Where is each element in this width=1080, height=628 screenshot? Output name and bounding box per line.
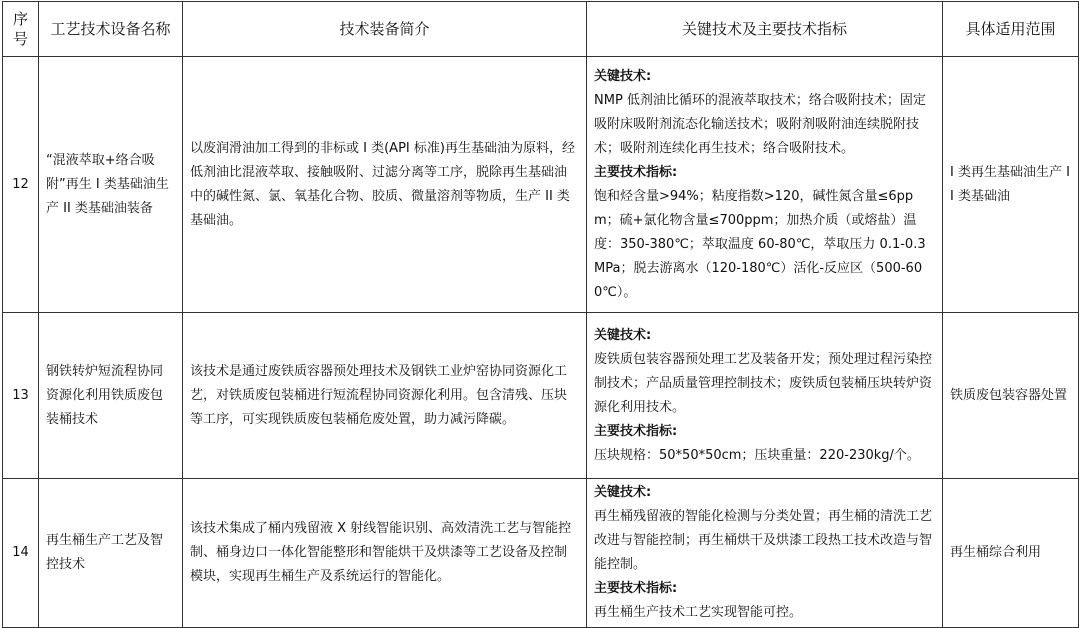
tech-intro: 该技术是通过废铁质容器预处理技术及钢铁工业炉窑协同资源化工艺，对铁质废包装桶进行短流程协同资源化利用。包含清残、压块等工序，可实现铁质废包装桶危废处置，助力减污降碳。 xyxy=(183,313,587,479)
indicator-text: 压块规格：50*50*50cm；压块重量：220-230kg/个。 xyxy=(594,447,920,463)
header-no: 序号 xyxy=(3,2,39,57)
key-tech-text: NMP 低剂油比循环的混液萃取技术；络合吸附技术；固定吸附床吸附剂流态化输送技术；吸附剂吸附油连续脱附技术；吸附剂连续化再生技术；络合吸附技术。 xyxy=(594,92,926,156)
key-tech-label: 关键技术: xyxy=(594,68,652,84)
indicator-label: 主要技术指标: xyxy=(594,423,678,439)
key-tech-label: 关键技术: xyxy=(594,485,652,500)
tech-name: 钢铁转炉短流程协同资源化利用铁质废包装桶技术 xyxy=(39,313,183,479)
row-number: 13 xyxy=(3,313,39,479)
table-row xyxy=(3,313,1079,479)
row-number: 14 xyxy=(3,479,39,628)
tech-name: “混液萃取+络合吸附”再生 I 类基础油生产 II 类基础油装备 xyxy=(39,57,183,313)
scope-cell: 再生桶综合利用 xyxy=(943,479,1079,628)
tech-intro: 该技术集成了桶内残留液 X 射线智能识别、高效清洗工艺与智能控制、桶身边口一体化智能整形和智能烘干及烘漆等工艺设备及控制模块，实现再生桶生产及系统运行的智能化。 xyxy=(183,479,587,628)
indicator-text: 饱和烃含量>94%；粘度指数>120，碱性氮含量≤6ppm；硫+氯化物含量≤700ppm；加热介质（或熔盐）温度：350-380℃；萃取温度 60-80℃，萃取压力 0.1-0.3MPa；脱去游离水（120-180℃）活化-反应区（500-600℃）。 xyxy=(594,188,926,300)
header-intro: 技术装备简介 xyxy=(183,2,587,57)
indicator-text: 再生桶生产技术工艺实现智能可控。 xyxy=(594,605,803,620)
key-tech-text: 再生桶残留液的智能化检测与分类处置；再生桶的清洗工艺改进与智能控制；再生桶烘干及烘漆工段热工技术改造与智能控制。 xyxy=(594,509,933,572)
key-tech-text: 废铁质包装容器预处理工艺及装备开发；预处理过程污染控制技术；产品质量管理控制技术；废铁质包装桶压块转炉资源化利用技术。 xyxy=(594,351,933,415)
key-tech-cell xyxy=(587,57,943,313)
indicator-label: 主要技术指标: xyxy=(594,164,678,180)
table-row xyxy=(3,479,1079,628)
key-tech-cell xyxy=(587,479,943,628)
header-name: 工艺技术设备名称 xyxy=(39,2,183,57)
key-tech-label: 关键技术: xyxy=(594,327,652,343)
technology-table xyxy=(2,1,1079,628)
scope-cell: 铁质废包装容器处置 xyxy=(943,313,1079,479)
tech-name: 再生桶生产工艺及智控技术 xyxy=(39,479,183,628)
table-header-row xyxy=(3,2,1079,57)
table-row xyxy=(3,57,1079,313)
indicator-label: 主要技术指标: xyxy=(594,581,678,596)
header-key-tech: 关键技术及主要技术指标 xyxy=(587,2,943,57)
row-number: 12 xyxy=(3,57,39,313)
key-tech-cell xyxy=(587,313,943,479)
tech-intro: 以废润滑油加工得到的非标或 I 类(API 标准)再生基础油为原料，经低剂油比混液萃取、接触吸附、过滤分离等工序，脱除再生基础油中的碱性氮、氯、氧基化合物、胶质、微量溶剂等物质，生产 II 类基础油。 xyxy=(183,57,587,313)
scope-cell: I 类再生基础油生产 II 类基础油 xyxy=(943,57,1079,313)
header-scope: 具体适用范围 xyxy=(943,2,1079,57)
